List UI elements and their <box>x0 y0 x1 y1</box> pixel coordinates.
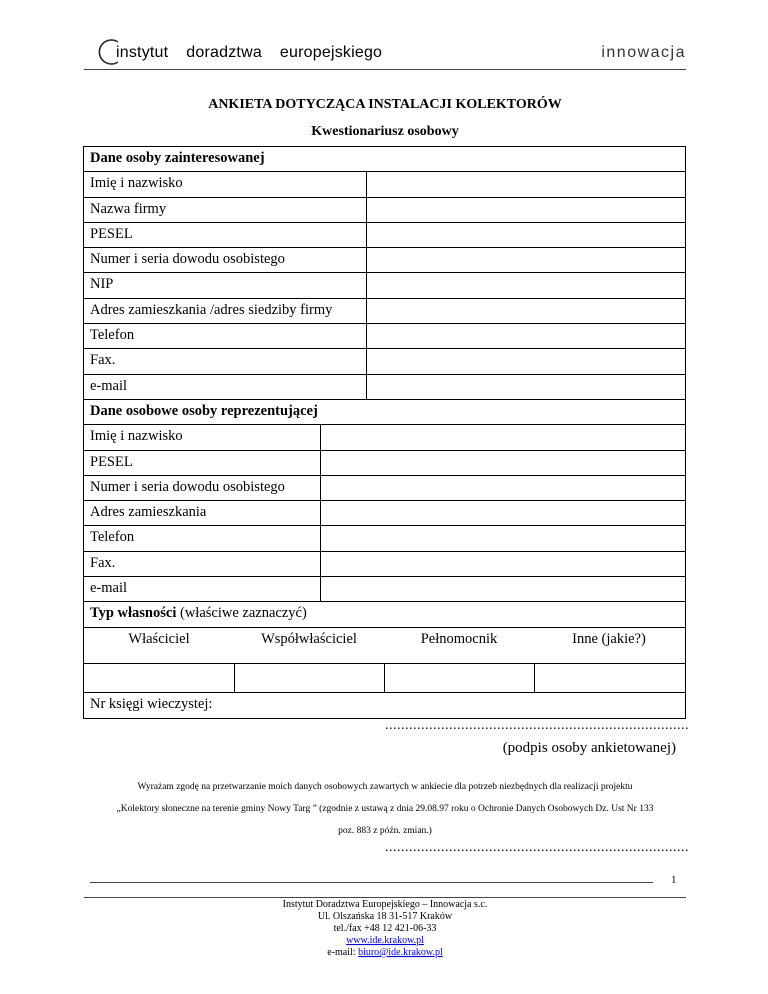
table-row <box>84 273 685 298</box>
ownership-option-coowner: Współwłaściciel <box>261 630 357 647</box>
consent-line-3: poz. 883 z późn. zmian.) <box>338 826 432 836</box>
page-footer <box>84 899 686 959</box>
field-input-cell[interactable] <box>366 248 685 272</box>
table-row <box>84 248 685 273</box>
logo-word-1: instytut <box>116 44 169 61</box>
page-number: 1 <box>671 874 677 886</box>
consent-line-2: „Kolektory słoneczne na terenie gminy Nowy Targ ” (zgodnie z ustawą z dnia 29.08.97 roku o Ochronie Danych Osobowych Dz. Ust Nr 133 <box>116 804 654 814</box>
ownership-checkbox-row <box>84 664 685 693</box>
ownership-heading-row <box>84 602 685 627</box>
page-header <box>84 38 686 72</box>
field-label: Fax. <box>90 554 116 571</box>
field-label: PESEL <box>90 453 133 470</box>
field-label: PESEL <box>90 225 133 242</box>
table-row <box>84 375 685 400</box>
footer-email-link[interactable]: biuro@ide.krakow.pl <box>358 947 443 958</box>
table-row <box>84 425 685 450</box>
field-input-cell[interactable] <box>366 223 685 247</box>
field-label: Adres zamieszkania /adres siedziby firmy <box>90 301 333 318</box>
ownership-heading-bold: Typ własności <box>90 605 177 622</box>
land-register-label: Nr księgi wieczystej: <box>90 695 213 712</box>
questionnaire-table <box>83 146 686 719</box>
ownership-heading-note: (właściwe zaznaczyć) <box>176 605 307 622</box>
field-label: Telefon <box>90 529 135 546</box>
ownership-check-owner[interactable] <box>84 664 234 692</box>
section-b-heading: Dane osobowe osoby reprezentującej <box>90 402 318 419</box>
table-row <box>84 526 685 551</box>
field-input-cell[interactable] <box>320 451 685 475</box>
field-label: Telefon <box>90 327 135 344</box>
field-label: Numer i seria dowodu osobistego <box>90 251 285 268</box>
table-row <box>84 299 685 324</box>
table-row <box>84 552 685 577</box>
table-row <box>84 501 685 526</box>
page-subtitle: Kwestionariusz osobowy <box>311 124 459 139</box>
table-row <box>84 172 685 197</box>
consent-signature-line[interactable]: ............................................................................ <box>385 840 689 855</box>
ownership-check-other[interactable] <box>534 664 686 692</box>
logo-word-3: europejskiego <box>279 44 383 61</box>
field-label: Imię i nazwisko <box>90 428 183 445</box>
field-input-cell[interactable] <box>320 526 685 550</box>
table-row <box>84 198 685 223</box>
ownership-options-row <box>84 628 685 664</box>
field-input-cell[interactable] <box>366 273 685 297</box>
section-a-heading: Dane osoby zainteresowanej <box>90 150 265 166</box>
logo-word-2: doradztwa <box>186 44 262 61</box>
field-input-cell[interactable] <box>320 501 685 525</box>
field-label: Adres zamieszkania <box>90 504 207 521</box>
footer-email-prefix: e-mail: <box>327 947 359 958</box>
field-input-cell[interactable] <box>366 375 685 399</box>
section-a-heading-row <box>84 147 685 172</box>
field-label: Numer i seria dowodu osobistego <box>90 478 285 495</box>
ownership-check-coowner[interactable] <box>234 664 385 692</box>
field-label: e-mail <box>90 377 128 394</box>
footer-website-link[interactable]: www.ide.krakow.pl <box>346 935 424 946</box>
header-right-text: innowacja <box>601 44 686 61</box>
field-label: Nazwa firmy <box>90 200 167 217</box>
table-row <box>84 476 685 501</box>
table-row <box>84 223 685 248</box>
field-input-cell[interactable] <box>320 425 685 449</box>
field-input-cell[interactable] <box>366 349 685 373</box>
land-register-row[interactable] <box>84 693 685 718</box>
field-input-cell[interactable] <box>366 324 685 348</box>
table-row <box>84 451 685 476</box>
table-row <box>84 349 685 374</box>
field-input-cell[interactable] <box>320 476 685 500</box>
field-label: e-mail <box>90 580 128 597</box>
field-label: Imię i nazwisko <box>90 175 183 192</box>
signature-line[interactable]: ............................................................................ <box>385 718 689 733</box>
header-divider <box>84 69 686 70</box>
footer-address: Ul. Olszańska 18 31-517 Kraków <box>317 911 453 922</box>
field-input-cell[interactable] <box>366 198 685 222</box>
section-b-heading-row <box>84 400 685 425</box>
ownership-option-owner: Właściciel <box>128 630 190 647</box>
field-input-cell[interactable] <box>366 299 685 323</box>
footer-phone: tel./fax +48 12 421-06-33 <box>333 923 437 934</box>
signature-label: (podpis osoby ankietowanej) <box>502 740 676 756</box>
field-input-cell[interactable] <box>320 577 685 601</box>
footer-company: Instytut Doradztwa Europejskiego – Innowacja s.c. <box>282 899 488 910</box>
field-label: Fax. <box>90 352 116 369</box>
ownership-heading <box>90 605 307 622</box>
logo-text <box>116 44 400 62</box>
footer-divider <box>90 882 653 883</box>
page-title: ANKIETA DOTYCZĄCA INSTALACJI KOLEKTORÓW <box>208 97 562 112</box>
table-row <box>84 324 685 349</box>
table-row <box>84 577 685 602</box>
footer-divider-2 <box>84 897 686 898</box>
field-input-cell[interactable] <box>320 552 685 576</box>
consent-line-1: Wyrażam zgodę na przetwarzanie moich danych osobowych zawartych w ankiecie dla potrzeb niezbędnych dla realizacji projektu <box>137 782 633 792</box>
field-label: NIP <box>90 276 114 293</box>
ownership-check-proxy[interactable] <box>384 664 535 692</box>
field-input-cell[interactable] <box>366 172 685 196</box>
consent-text <box>84 776 686 842</box>
ownership-option-proxy: Pełnomocnik <box>420 630 498 647</box>
ownership-option-other: Inne (jakie?) <box>572 630 646 647</box>
